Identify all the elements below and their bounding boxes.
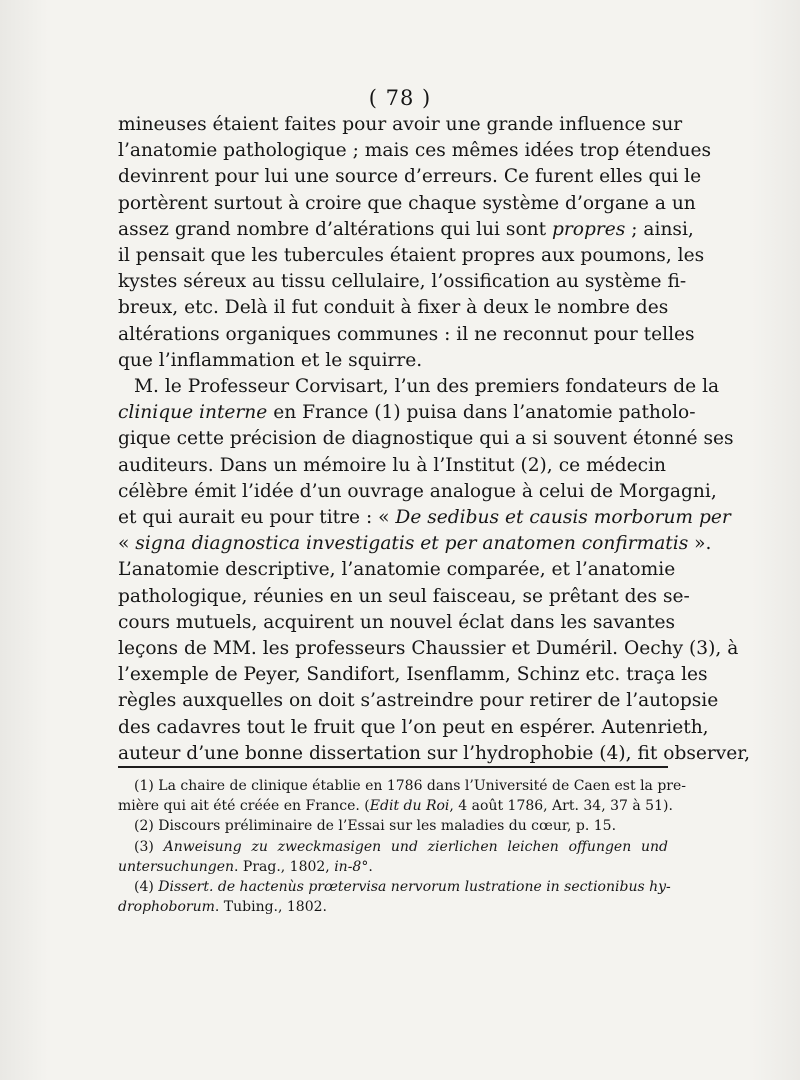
italic-segment: Anweisung zu zweckmasigen und zierlichen leichen offungen und [163, 838, 668, 855]
text-segment: assez grand nombre d’altérations qui lui sont [118, 218, 552, 240]
text-segment: mière qui ait été créée en France. ( [118, 798, 370, 815]
text-line: portèrent surtout à croire que chaque système d’organe a un [118, 192, 696, 214]
page-number: ( 78 ) [368, 86, 432, 110]
italic-segment: Edit du Roi [369, 798, 450, 815]
text-segment: . [368, 858, 373, 875]
text-line: leçons de MM. les professeurs Chaussier et Duméril. Oechy (3), à [118, 638, 739, 660]
paragraph [118, 112, 712, 374]
text-line: l’exemple de Peyer, Sandifort, Isenflamm, Schinz etc. traça les [118, 664, 708, 686]
text-segment: ». [688, 533, 712, 555]
footnote [118, 837, 668, 877]
text-segment: . Tubing., 1802. [214, 899, 327, 916]
text-line: gique cette précision de diagnostique qui a si souvent étonné ses [118, 428, 734, 450]
text-line: M. le Professeur Corvisart, l’un des premiers fondateurs de la [134, 376, 720, 398]
text-segment: en France (1) puisa dans l’anatomie patholo- [267, 402, 696, 424]
text-line: mineuses étaient faites pour avoir une grande influence sur [118, 114, 683, 135]
text-line: kystes séreux au tissu cellulaire, l’ossification au système fi- [118, 271, 687, 293]
text-line: L’anatomie descriptive, l’anatomie comparée, et l’anatomie [118, 559, 676, 581]
text-line [118, 857, 668, 877]
text-line: cours mutuels, acquirent un nouvel éclat dans les savantes [118, 611, 676, 633]
italic-segment: Dissert. de hactenùs prœtervisa nervorum lustratione in sectionibus hy- [158, 879, 671, 896]
text-line: altérations organiques communes : il ne reconnut pour telles [118, 323, 695, 345]
text-line [118, 505, 731, 531]
text-line [118, 897, 668, 917]
italic-segment: signa diagnostica investigatis et per anatomen confirmatis [135, 533, 689, 555]
text-line: auteur d’une bonne dissertation sur l’hydrophobie (4), fit observer, [118, 742, 751, 764]
text-line: il pensait que les tubercules étaient propres aux poumons, les [118, 245, 705, 267]
text-line [118, 400, 696, 426]
text-line [118, 531, 712, 557]
text-line [118, 796, 673, 816]
paragraph [118, 374, 751, 767]
text-line: que l’inflammation et le squirre. [118, 349, 423, 371]
text-line: breux, etc. Delà il fut conduit à fixer à deux le nombre des [118, 297, 669, 319]
italic-segment: in-8° [334, 858, 369, 875]
italic-segment: De sedibus et causis morborum per [395, 507, 731, 529]
text-segment: . Prag., 1802, [234, 858, 335, 875]
text-line: (1) La chaire de clinique établie en 1786 dans l’Université de Caen est la pre- [134, 778, 687, 794]
text-line: (2) Discours préliminaire de l’Essai sur les maladies du cœur, p. 15. [134, 818, 617, 835]
footnote [118, 877, 671, 917]
text-segment: et qui aurait eu pour titre : « [118, 507, 396, 529]
footnote [118, 776, 687, 816]
text-line: célèbre émit l’idée d’un ouvrage analogue à celui de Morgagni, [118, 480, 717, 502]
italic-segment: propres [552, 218, 626, 240]
footnote-rule [118, 766, 668, 768]
text-line: l’anatomie pathologique ; mais ces mêmes idées trop étendues [118, 140, 712, 162]
text-line: auditeurs. Dans un mémoire lu à l’Institut (2), ce médecin [118, 454, 666, 476]
text-line [118, 837, 668, 857]
text-line: des cadavres tout le fruit que l’on peut en espérer. Autenrieth, [118, 716, 709, 738]
text-segment: (3) [134, 838, 164, 855]
footnotes [118, 776, 687, 917]
text-line [118, 217, 694, 243]
italic-segment: clinique interne [118, 402, 268, 424]
text-line: pathologique, réunies en un seul faisceau, se prêtant des se- [118, 585, 690, 607]
text-line: devinrent pour lui une source d’erreurs. Ce furent elles qui le [118, 166, 702, 188]
body-text [118, 112, 751, 767]
text-line [118, 877, 671, 897]
footnote [118, 816, 668, 836]
text-line: règles auxquelles on doit s’astreindre pour retirer de l’autopsie [118, 690, 719, 712]
italic-segment: drophoborum [118, 899, 215, 916]
text-segment: (4) [134, 879, 159, 896]
text-segment: « [118, 533, 136, 555]
text-segment: ; ainsi, [625, 218, 694, 240]
text-segment: , 4 août 1786, Art. 34, 37 à 51). [449, 798, 673, 815]
italic-segment: untersuchungen [118, 858, 234, 875]
